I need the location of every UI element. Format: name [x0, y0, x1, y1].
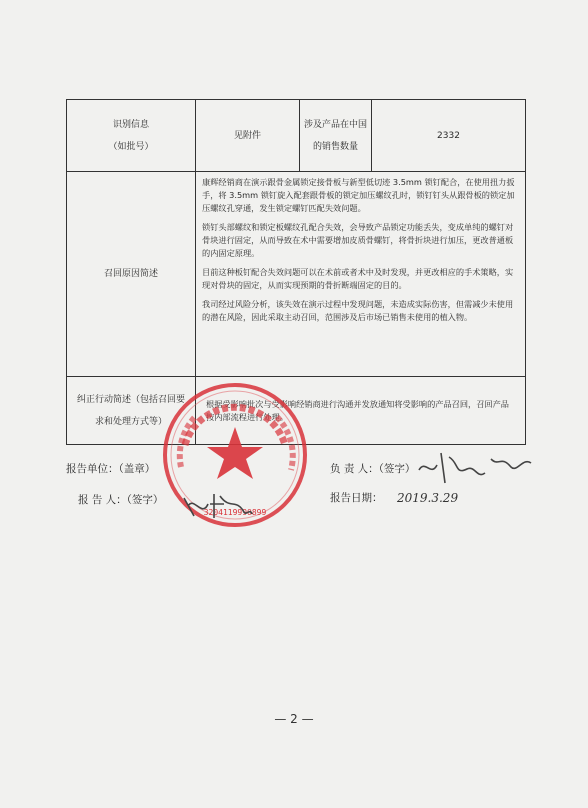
sales-quantity-label: 涉及产品在中国的销售数量 [300, 100, 372, 172]
responsible-person-label: 负 责 人：（签字） [330, 463, 416, 475]
reporter-label: 报 告 人：（签字） [78, 494, 164, 506]
responsible-signature [415, 445, 545, 490]
identification-value: 见附件 [196, 100, 300, 172]
reason-paragraph: 锁钉头部螺纹和锁定板螺纹孔配合失效，会导致产品锁定功能丢失，变成单纯的螺钉对骨块进行固定，从而导致在术中需要增加皮质骨螺钉，将骨折块进行加压，更改普通板的内固定原理。 [202, 222, 514, 258]
label-line: 纠正行动简述（包括召回要 [76, 394, 185, 405]
recall-reason-content [196, 172, 526, 377]
reason-paragraph: 我司经过风险分析，该失效在演示过程中发现问题，未造成实际伤害，但需减少未使用的潜在风险，因此采取主动召回，范围涉及后市场已销售未使用的植入物。 [202, 299, 514, 322]
report-date-label: 报告日期： [330, 492, 383, 504]
table-row [67, 172, 526, 377]
sales-quantity-value: 2332 [372, 100, 526, 172]
page-number: — 2 — [274, 712, 314, 726]
reason-paragraph: 目前这种板钉配合失效问题可以在术前或者术中及时发现，并更改相应的手术策略，实现对骨块的固定，从而实现预期的骨折断端固定的目的。 [202, 267, 514, 290]
report-unit-label: 报告单位：（盖章） [66, 463, 156, 475]
table-row [67, 100, 526, 172]
handwritten-date: 2019.3.29 [397, 491, 459, 505]
reporter-signature [180, 488, 255, 522]
seal-number: 3204119990899 [203, 508, 267, 517]
recall-reason-label: 召回原因简述 [67, 172, 196, 377]
label-line: 求和处理方式等） [94, 416, 167, 427]
identification-label [67, 100, 196, 172]
reason-paragraph: 康辉经销商在演示跟骨金属锁定接骨板与新型低切迹 3.5mm 锁钉配合，在使用扭力扳手，将 3.5mm 锁钉旋入配套跟骨板的锁定加压螺纹孔时，锁钉钉头从跟骨板的锁定加压螺纹孔穿通，发生锁定螺钉匹配失效问题。 [202, 177, 515, 213]
label-line: （如批号） [108, 141, 154, 152]
corrective-action-text: 根据受影响批次与受影响经销商进行沟通并发放通知将受影响的产品召回，召回产品按内部流程进行处理。 [206, 398, 509, 422]
label-line: 识别信息 [112, 119, 149, 130]
